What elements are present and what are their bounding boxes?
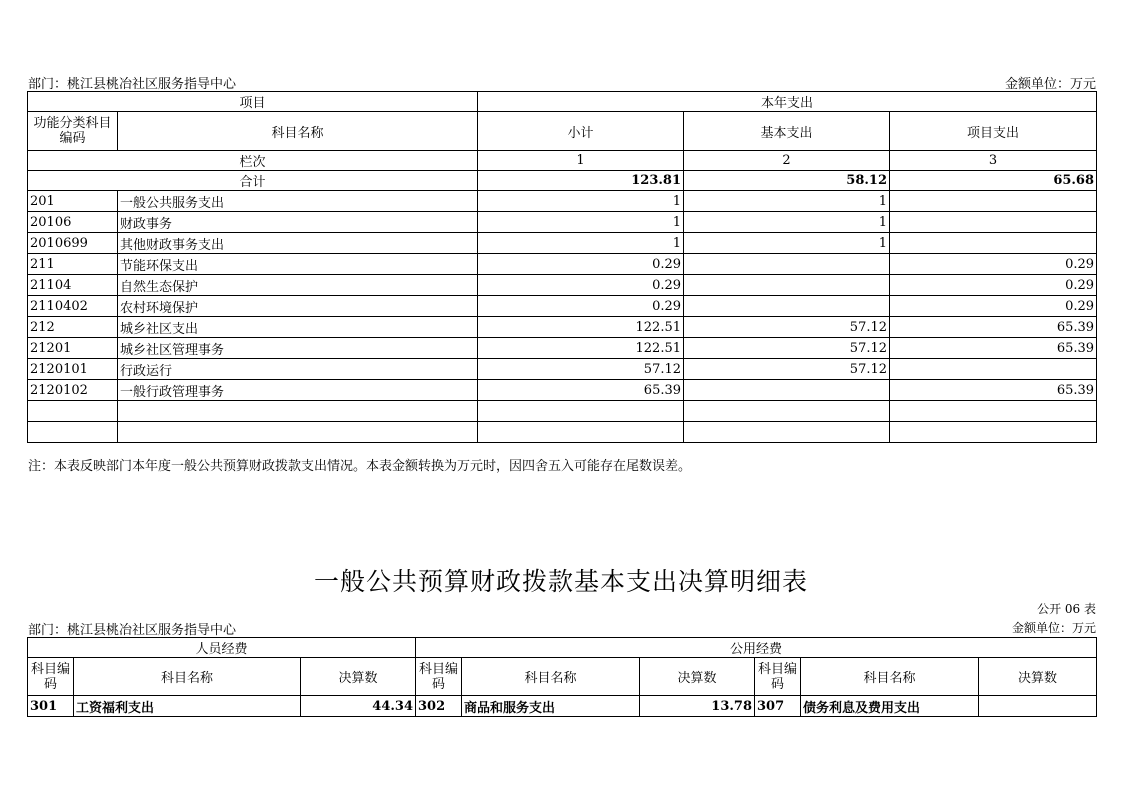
table-row — [28, 254, 1097, 275]
table-row — [28, 338, 1097, 359]
header-basic: 基本支出 — [684, 112, 890, 151]
row-project — [890, 212, 1097, 233]
row-name: 自然生态保护 — [118, 275, 478, 296]
header-subtotal: 小计 — [478, 112, 684, 151]
row-name: 农村环境保护 — [118, 296, 478, 317]
row-basic: 57.12 — [684, 359, 890, 380]
row-basic — [684, 275, 890, 296]
row-code: 211 — [28, 254, 118, 275]
header-col2: 2 — [684, 151, 890, 171]
header-code: 科目编码 — [28, 658, 74, 696]
row-subtotal: 0.29 — [478, 275, 684, 296]
row-name: 其他财政事务支出 — [118, 233, 478, 254]
table-row — [28, 191, 1097, 212]
row-basic — [684, 254, 890, 275]
table-number: 公开 06 表 — [1037, 602, 1096, 616]
row-code: 212 — [28, 317, 118, 338]
row-name: 一般行政管理事务 — [118, 380, 478, 401]
row-name: 行政运行 — [118, 359, 478, 380]
row-code: 302 — [416, 696, 462, 717]
table-row — [28, 233, 1097, 254]
header-amount: 决算数 — [979, 658, 1097, 696]
unit-label: 金额单位：万元 — [1004, 77, 1096, 92]
row-subtotal: 65.39 — [478, 380, 684, 401]
header-column-no: 栏次 — [28, 151, 478, 171]
table-row — [28, 696, 1097, 717]
row-name: 城乡社区支出 — [118, 317, 478, 338]
row-amount — [979, 696, 1097, 717]
header-name: 科目名称 — [74, 658, 301, 696]
row-name: 节能环保支出 — [118, 254, 478, 275]
total-row — [28, 171, 1097, 191]
row-project — [890, 191, 1097, 212]
row-basic: 57.12 — [684, 317, 890, 338]
row-project — [890, 359, 1097, 380]
row-basic: 1 — [684, 233, 890, 254]
row-amount: 44.34 — [301, 696, 416, 717]
row-basic: 57.12 — [684, 338, 890, 359]
header-personnel: 人员经费 — [28, 638, 416, 658]
row-code: 2010699 — [28, 233, 118, 254]
row-name: 一般公共服务支出 — [118, 191, 478, 212]
page-title: 一般公共预算财政拨款基本支出决算明细表 — [313, 567, 808, 596]
row-basic — [684, 380, 890, 401]
header-current-year: 本年支出 — [478, 92, 1097, 112]
header-name: 科目名称 — [801, 658, 979, 696]
row-subtotal: 1 — [478, 191, 684, 212]
row-basic: 1 — [684, 212, 890, 233]
row-subtotal: 1 — [478, 233, 684, 254]
total-project: 65.68 — [890, 171, 1097, 191]
header-col3: 3 — [890, 151, 1097, 171]
empty-row — [28, 422, 1097, 443]
table-row — [28, 296, 1097, 317]
table-row — [28, 380, 1097, 401]
row-subtotal: 0.29 — [478, 296, 684, 317]
department-label-2: 部门：桃江县桃冶社区服务指导中心 — [28, 623, 237, 638]
table-row — [28, 317, 1097, 338]
empty-row — [28, 401, 1097, 422]
row-code: 21104 — [28, 275, 118, 296]
header-amount: 决算数 — [301, 658, 416, 696]
header-public: 公用经费 — [416, 638, 1097, 658]
row-project: 65.39 — [890, 338, 1097, 359]
department-label: 部门：桃江县桃冶社区服务指导中心 — [28, 77, 237, 92]
table-note: 注：本表反映部门本年度一般公共预算财政拨款支出情况。本表金额转换为万元时，因四舍五入可能存在尾数误差。 — [28, 459, 692, 474]
row-code: 20106 — [28, 212, 118, 233]
header-name: 科目名称 — [118, 112, 478, 151]
row-project: 0.29 — [890, 296, 1097, 317]
header-code: 功能分类科目编码 — [28, 112, 118, 151]
table-row — [28, 359, 1097, 380]
total-subtotal: 123.81 — [478, 171, 684, 191]
row-code: 21201 — [28, 338, 118, 359]
table-row — [28, 275, 1097, 296]
row-code: 2110402 — [28, 296, 118, 317]
expenditure-table — [27, 91, 1097, 443]
row-subtotal: 57.12 — [478, 359, 684, 380]
row-name: 工资福利支出 — [74, 696, 301, 717]
row-code: 2120102 — [28, 380, 118, 401]
row-project: 0.29 — [890, 275, 1097, 296]
row-subtotal: 122.51 — [478, 317, 684, 338]
row-project — [890, 233, 1097, 254]
table-row — [28, 212, 1097, 233]
header-name: 科目名称 — [462, 658, 640, 696]
row-amount: 13.78 — [640, 696, 755, 717]
header-col1: 1 — [478, 151, 684, 171]
row-code: 201 — [28, 191, 118, 212]
row-subtotal: 122.51 — [478, 338, 684, 359]
row-basic — [684, 296, 890, 317]
row-subtotal: 1 — [478, 212, 684, 233]
row-code: 307 — [755, 696, 801, 717]
row-code: 301 — [28, 696, 74, 717]
header-code: 科目编码 — [416, 658, 462, 696]
row-name: 财政事务 — [118, 212, 478, 233]
row-basic: 1 — [684, 191, 890, 212]
row-name: 商品和服务支出 — [462, 696, 640, 717]
header-amount: 决算数 — [640, 658, 755, 696]
row-name: 城乡社区管理事务 — [118, 338, 478, 359]
row-project: 65.39 — [890, 380, 1097, 401]
total-basic: 58.12 — [684, 171, 890, 191]
basic-expenditure-table — [27, 637, 1097, 717]
header-project: 项目 — [28, 92, 478, 112]
header-code: 科目编码 — [755, 658, 801, 696]
total-label: 合计 — [28, 171, 478, 191]
row-project: 65.39 — [890, 317, 1097, 338]
row-subtotal: 0.29 — [478, 254, 684, 275]
row-code: 2120101 — [28, 359, 118, 380]
header-project-exp: 项目支出 — [890, 112, 1097, 151]
unit-label-2: 金额单位：万元 — [1011, 621, 1096, 635]
row-project: 0.29 — [890, 254, 1097, 275]
row-name: 债务利息及费用支出 — [801, 696, 979, 717]
